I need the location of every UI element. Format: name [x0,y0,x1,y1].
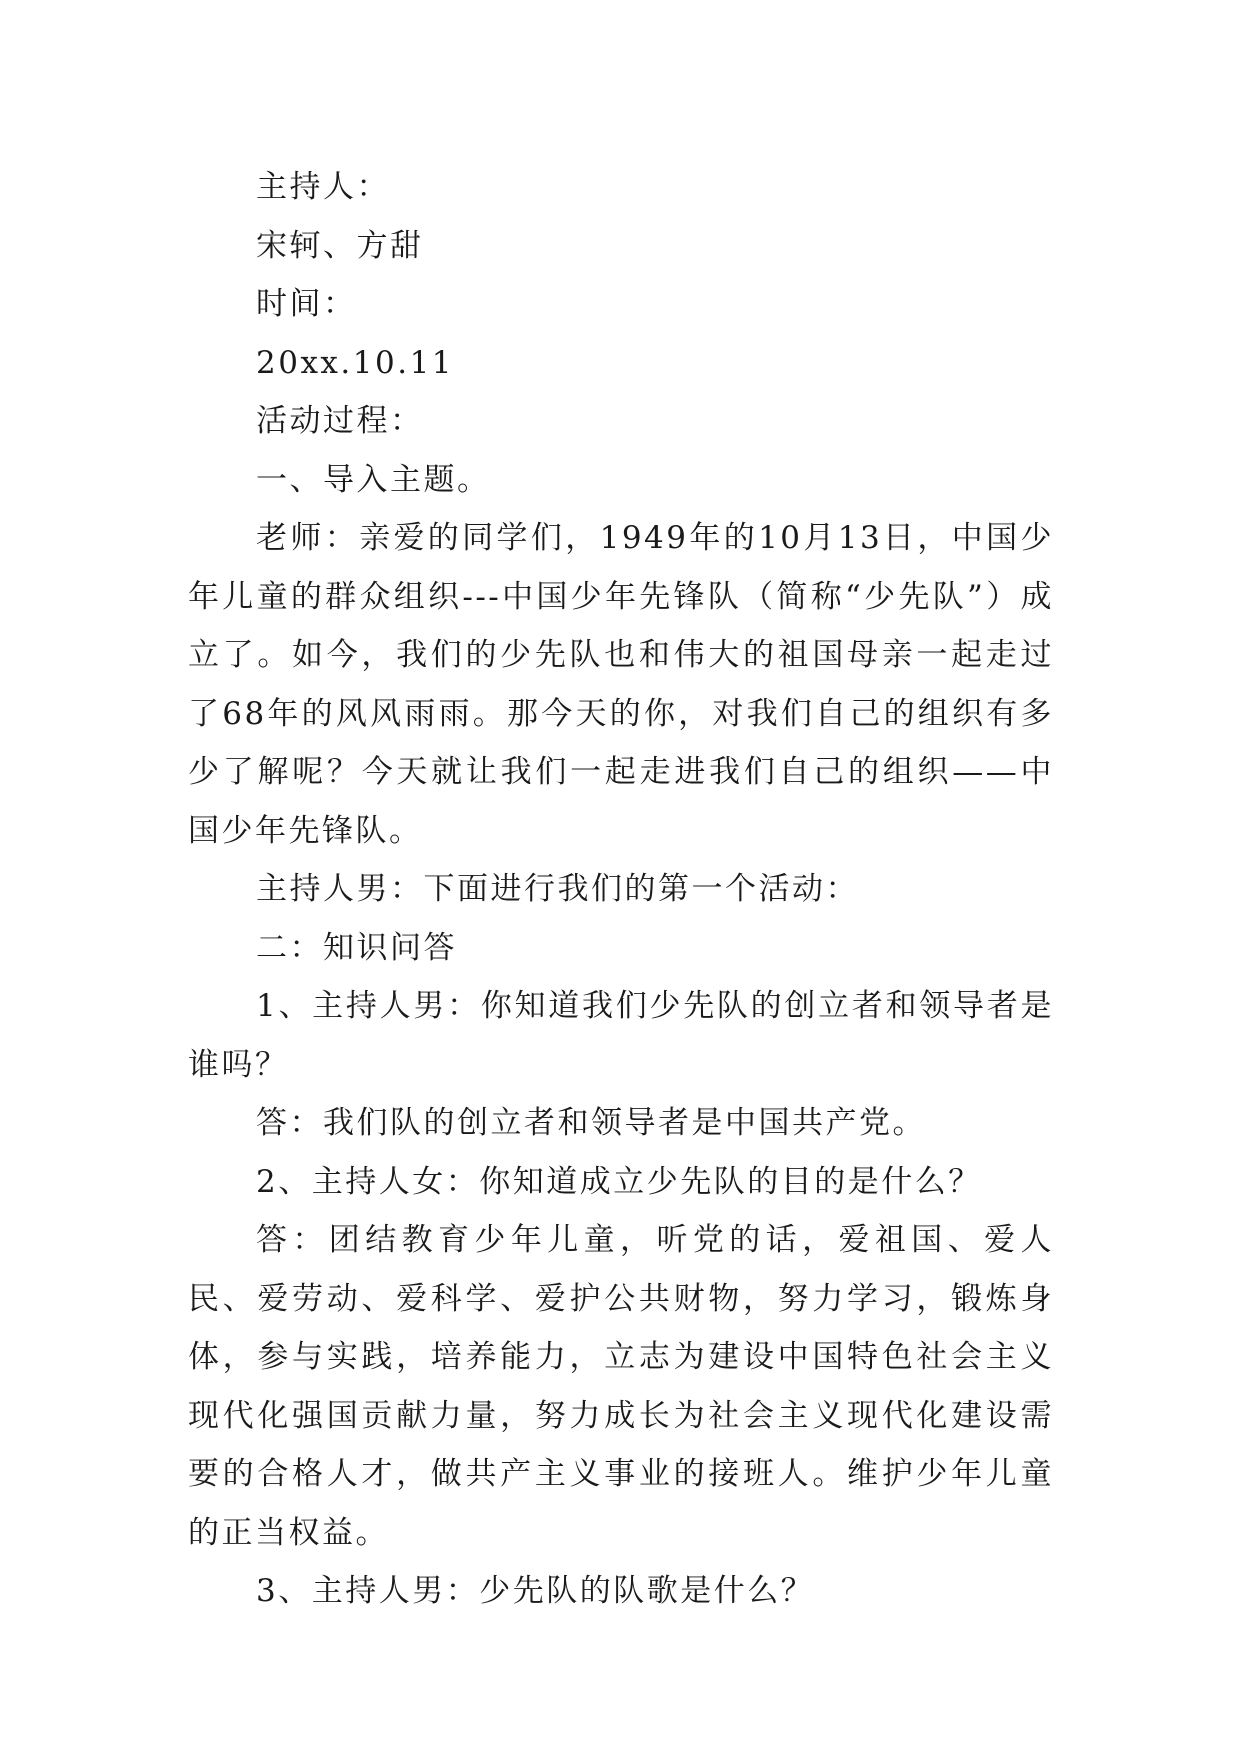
paragraph-process-label: 活动过程： [256,403,424,439]
paragraph-time-label: 时间： [256,286,357,322]
paragraph-section-one-heading: 一、导入主题。 [256,461,491,498]
paragraph-section-two-heading: 二：知识问答 [256,929,457,966]
document-body [188,158,1054,1621]
paragraph-answer-two: 答：团结教育少年儿童，听党的话，爱祖国、爱人民、爱劳动、爱科学、爱护公共财物，努力学习，锻炼身体，参与实践，培养能力，立志为建设中国特色社会主义现代化强国贡献力量，努力成长为社会主义现代化建设需要的合格人才，做共产主义事业的接班人。维护少年儿童的正当权益。 [188,1222,1054,1551]
paragraph-host-label: 主持人： [256,169,390,205]
paragraph-date: 20xx.10.11 [256,344,455,381]
paragraph-question-two: 2、主持人女：你知道成立少先队的目的是什么？ [256,1163,982,1200]
paragraph-question-one: 1、主持人男：你知道我们少先队的创立者和领导者是谁吗？ [188,988,1054,1083]
paragraph-teacher-intro: 老师：亲爱的同学们，1949年的10月13日，中国少年儿童的群众组织---中国少年先锋队（简称“少先队”）成立了。如今，我们的少先队也和伟大的祖国母亲一起走过了68年的风风雨雨。那今天的你，对我们自己的组织有多少了解呢？今天就让我们一起走进我们自己的组织——中国少年先锋队。 [188,520,1054,849]
paragraph-answer-one: 答：我们队的创立者和领导者是中国共产党。 [256,1105,926,1141]
paragraph-host-names: 宋轲、方甜 [256,227,424,264]
paragraph-question-three: 3、主持人男：少先队的队歌是什么？ [256,1573,815,1609]
paragraph-host-first-activity: 主持人男：下面进行我们的第一个活动： [256,871,859,907]
